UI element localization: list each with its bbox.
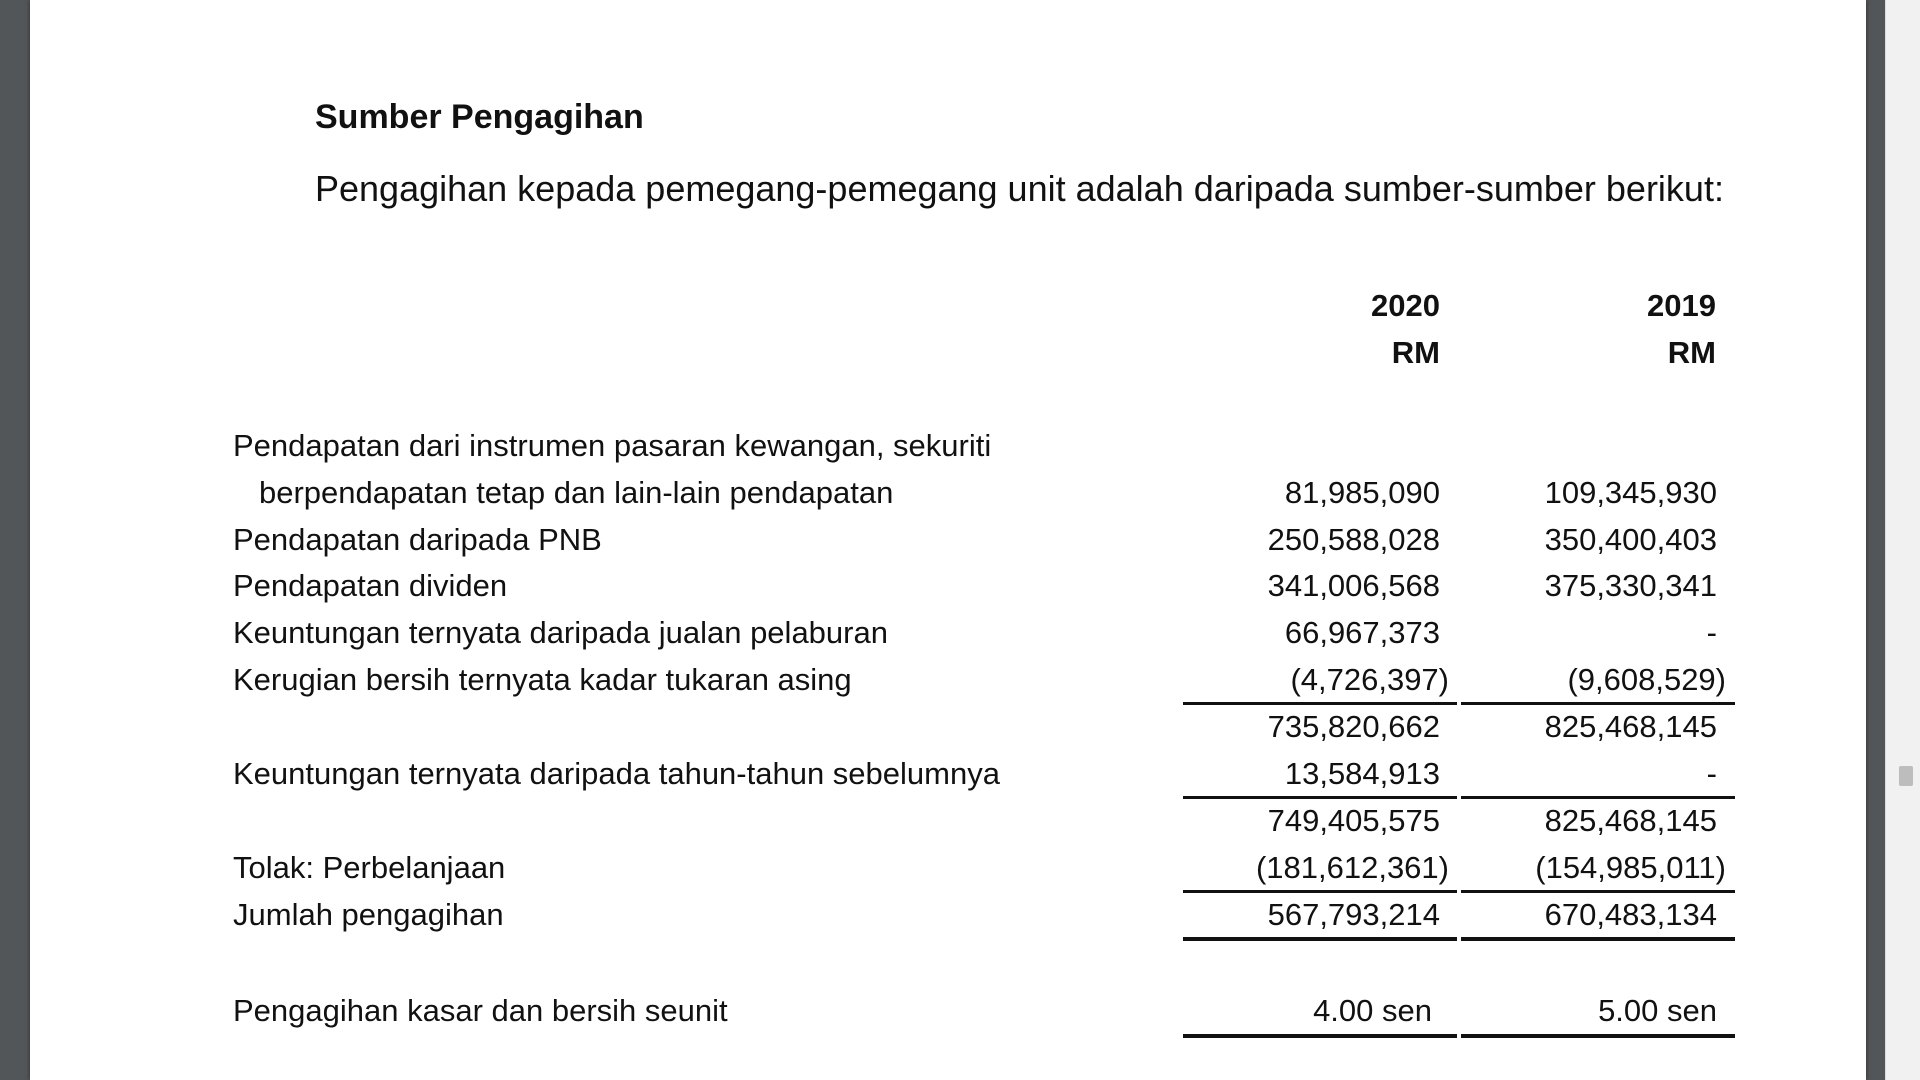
intro-paragraph: Pengagihan kepada pemegang-pemegang unit adalah daripada sumber-sumber berikut: [315, 168, 1724, 209]
value-2019: 109,345,930 [1544, 475, 1717, 510]
subtotal-rule [1461, 796, 1735, 799]
per-unit-2019: 5.00 sen [1598, 993, 1717, 1028]
total-double-rule [1183, 937, 1457, 941]
value-2020: (181,612,361) [1255, 850, 1449, 885]
row-label: Tolak: Perbelanjaan [233, 850, 506, 885]
value-2020: 341,006,568 [1267, 568, 1440, 603]
document-page [30, 0, 1866, 1080]
value-2019: 350,400,403 [1544, 522, 1717, 557]
row-label-total: Jumlah pengagihan [233, 897, 504, 932]
subtotal-rule [1183, 796, 1457, 799]
per-unit-rule [1183, 1034, 1457, 1038]
row-label: Kerugian bersih ternyata kadar tukaran asing [233, 662, 852, 697]
subtotal-2020: 749,405,575 [1267, 803, 1440, 838]
value-2020: 66,967,373 [1284, 615, 1440, 650]
total-rule [1183, 890, 1457, 893]
column-year-2020: 2020 [1371, 288, 1440, 323]
row-label-line1: Pendapatan dari instrumen pasaran kewangan, sekuriti [233, 428, 992, 463]
vertical-scrollbar[interactable] [1885, 0, 1920, 1080]
subtotal-rule [1183, 702, 1457, 705]
row-label-line2: berpendapatan tetap dan lain-lain pendapatan [259, 475, 894, 510]
row-label: Keuntungan ternyata daripada jualan pelaburan [233, 615, 888, 650]
value-2019: 375,330,341 [1544, 568, 1717, 603]
total-2019: 670,483,134 [1544, 897, 1717, 932]
value-2019: - [1706, 756, 1717, 791]
per-unit-2020: 4.00 sen [1313, 993, 1432, 1028]
subtotal-2020: 735,820,662 [1267, 709, 1440, 744]
value-2020: 250,588,028 [1267, 522, 1440, 557]
row-label: Pendapatan daripada PNB [233, 522, 602, 557]
total-2020: 567,793,214 [1267, 897, 1440, 932]
value-2020: 81,985,090 [1284, 475, 1440, 510]
section-heading: Sumber Pengagihan [315, 98, 644, 136]
subtotal-rule [1461, 702, 1735, 705]
subtotal-2019: 825,468,145 [1544, 803, 1717, 838]
value-2020: (4,726,397) [1290, 662, 1449, 697]
value-2019: - [1706, 615, 1717, 650]
per-unit-rule [1461, 1034, 1735, 1038]
total-double-rule [1461, 937, 1735, 941]
row-label: Keuntungan ternyata daripada tahun-tahun sebelumnya [233, 756, 1000, 791]
column-unit-2020: RM [1391, 335, 1440, 370]
total-rule [1461, 890, 1735, 893]
subtotal-2019: 825,468,145 [1544, 709, 1717, 744]
value-2020: 13,584,913 [1284, 756, 1440, 791]
column-unit-2019: RM [1667, 335, 1716, 370]
value-2019: (9,608,529) [1567, 662, 1726, 697]
column-year-2019: 2019 [1647, 288, 1716, 323]
scrollbar-thumb[interactable] [1899, 766, 1913, 786]
value-2019: (154,985,011) [1535, 850, 1726, 885]
row-label: Pendapatan dividen [233, 568, 508, 603]
row-label-per-unit: Pengagihan kasar dan bersih seunit [233, 993, 728, 1028]
